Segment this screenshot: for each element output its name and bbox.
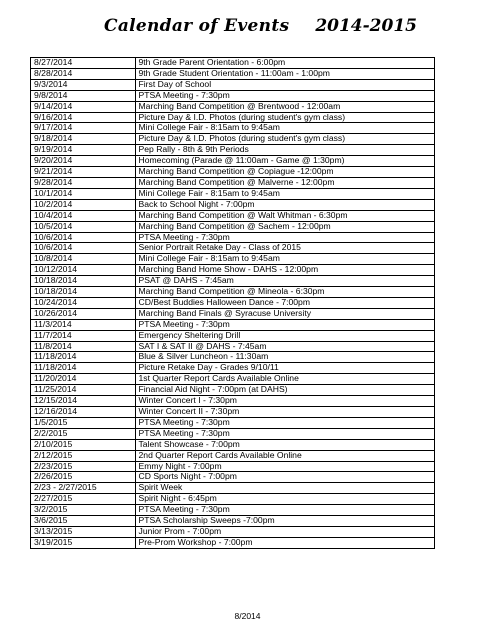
event-date-cell: 10/8/2014 <box>31 254 136 265</box>
event-description-cell: Pre-Prom Workshop - 7:00pm <box>135 537 434 548</box>
table-row <box>31 156 435 167</box>
event-date-cell: 9/14/2014 <box>31 101 136 112</box>
event-date-cell: 11/7/2014 <box>31 330 136 341</box>
event-date-cell: 10/6/2014 <box>31 232 136 243</box>
event-date-cell: 12/16/2014 <box>31 407 136 418</box>
event-description-cell: Marching Band Competition @ Malverne - 12:00pm <box>135 177 434 188</box>
table-row <box>31 450 435 461</box>
event-date-cell: 2/26/2015 <box>31 472 136 483</box>
event-date-cell: 2/27/2015 <box>31 494 136 505</box>
event-date-cell: 10/12/2014 <box>31 265 136 276</box>
event-description-cell: Marching Band Competition @ Walt Whitman - 6:30pm <box>135 210 434 221</box>
page-footer: 8/2014 <box>234 611 261 621</box>
event-date-cell: 10/26/2014 <box>31 308 136 319</box>
table-row <box>31 352 435 363</box>
event-date-cell: 9/3/2014 <box>31 79 136 90</box>
event-description-cell: Spirit Night - 6:45pm <box>135 494 434 505</box>
table-row <box>31 494 435 505</box>
event-date-cell: 9/19/2014 <box>31 145 136 156</box>
table-row <box>31 265 435 276</box>
table-row <box>31 319 435 330</box>
event-date-cell: 11/3/2014 <box>31 319 136 330</box>
event-description-cell: Emmy Night - 7:00pm <box>135 461 434 472</box>
event-description-cell: First Day of School <box>135 79 434 90</box>
event-date-cell: 10/4/2014 <box>31 210 136 221</box>
event-date-cell: 1/5/2015 <box>31 417 136 428</box>
event-date-cell: 11/25/2014 <box>31 385 136 396</box>
event-description-cell: Marching Band Finals @ Syracuse University <box>135 308 434 319</box>
events-table <box>30 57 435 549</box>
table-row <box>31 243 435 254</box>
event-date-cell: 11/18/2014 <box>31 363 136 374</box>
table-row <box>31 177 435 188</box>
event-description-cell: Marching Band Competition @ Sachem - 12:00pm <box>135 221 434 232</box>
event-date-cell: 9/20/2014 <box>31 156 136 167</box>
event-description-cell: Winter Concert I - 7:30pm <box>135 396 434 407</box>
table-row <box>31 439 435 450</box>
event-date-cell: 3/6/2015 <box>31 516 136 527</box>
event-description-cell: 1st Quarter Report Cards Available Online <box>135 374 434 385</box>
event-date-cell: 11/20/2014 <box>31 374 136 385</box>
event-description-cell: Picture Day & I.D. Photos (during student's gym class) <box>135 134 434 145</box>
event-date-cell: 2/10/2015 <box>31 439 136 450</box>
event-date-cell: 10/6/2014 <box>31 243 136 254</box>
event-date-cell: 10/18/2014 <box>31 287 136 298</box>
event-date-cell: 10/5/2014 <box>31 221 136 232</box>
event-description-cell: Senior Portrait Retake Day - Class of 2015 <box>135 243 434 254</box>
table-row <box>31 341 435 352</box>
event-description-cell: Marching Band Home Show - DAHS - 12:00pm <box>135 265 434 276</box>
event-description-cell: Pep Rally - 8th & 9th Periods <box>135 145 434 156</box>
table-row <box>31 134 435 145</box>
event-description-cell: SAT I & SAT II @ DAHS - 7:45am <box>135 341 434 352</box>
event-date-cell: 3/13/2015 <box>31 526 136 537</box>
event-date-cell: 8/27/2014 <box>31 58 136 69</box>
event-description-cell: Talent Showcase - 7:00pm <box>135 439 434 450</box>
event-date-cell: 12/15/2014 <box>31 396 136 407</box>
table-row <box>31 276 435 287</box>
table-row <box>31 232 435 243</box>
event-description-cell: PTSA Meeting - 7:30pm <box>135 428 434 439</box>
event-description-cell: Junior Prom - 7:00pm <box>135 526 434 537</box>
table-row <box>31 472 435 483</box>
event-date-cell: 9/28/2014 <box>31 177 136 188</box>
event-description-cell: Picture Day & I.D. Photos (during student's gym class) <box>135 112 434 123</box>
table-row <box>31 461 435 472</box>
event-description-cell: Homecoming (Parade @ 11:00am - Game @ 1:30pm) <box>135 156 434 167</box>
table-row <box>31 210 435 221</box>
event-description-cell: PTSA Meeting - 7:30pm <box>135 232 434 243</box>
table-row <box>31 363 435 374</box>
table-row <box>31 167 435 178</box>
table-row <box>31 537 435 548</box>
event-description-cell: PTSA Meeting - 7:30pm <box>135 417 434 428</box>
event-description-cell: PTSA Meeting - 7:30pm <box>135 505 434 516</box>
event-date-cell: 9/16/2014 <box>31 112 136 123</box>
table-row <box>31 145 435 156</box>
table-row <box>31 221 435 232</box>
event-date-cell: 2/2/2015 <box>31 428 136 439</box>
table-row <box>31 112 435 123</box>
event-description-cell: Mini College Fair - 8:15am to 9:45am <box>135 254 434 265</box>
table-row <box>31 90 435 101</box>
table-row <box>31 526 435 537</box>
event-date-cell: 10/24/2014 <box>31 297 136 308</box>
table-row <box>31 79 435 90</box>
event-date-cell: 8/28/2014 <box>31 68 136 79</box>
table-row <box>31 330 435 341</box>
event-description-cell: 9th Grade Parent Orientation - 6:00pm <box>135 58 434 69</box>
table-row <box>31 396 435 407</box>
event-description-cell: Marching Band Competition @ Brentwood - 12:00am <box>135 101 434 112</box>
table-row <box>31 308 435 319</box>
event-date-cell: 9/8/2014 <box>31 90 136 101</box>
table-row <box>31 417 435 428</box>
event-description-cell: Picture Retake Day - Grades 9/10/11 <box>135 363 434 374</box>
event-description-cell: Back to School Night - 7:00pm <box>135 199 434 210</box>
event-description-cell: Mini College Fair - 8:15am to 9:45am <box>135 188 434 199</box>
table-row <box>31 483 435 494</box>
event-description-cell: PTSA Meeting - 7:30pm <box>135 319 434 330</box>
event-description-cell: Emergency Sheltering Drill <box>135 330 434 341</box>
table-row <box>31 58 435 69</box>
table-row <box>31 199 435 210</box>
event-date-cell: 10/2/2014 <box>31 199 136 210</box>
table-row <box>31 101 435 112</box>
page-header <box>0 16 495 46</box>
event-description-cell: Spirit Week <box>135 483 434 494</box>
table-row <box>31 297 435 308</box>
events-table-body <box>31 58 435 549</box>
table-row <box>31 407 435 418</box>
table-row <box>31 287 435 298</box>
event-description-cell: CD/Best Buddies Halloween Dance - 7:00pm <box>135 297 434 308</box>
event-description-cell: Marching Band Competition @ Mineola - 6:30pm <box>135 287 434 298</box>
event-date-cell: 2/23/2015 <box>31 461 136 472</box>
event-date-cell: 9/18/2014 <box>31 134 136 145</box>
event-description-cell: CD Sports Night - 7:00pm <box>135 472 434 483</box>
page-title: Calendar of Events <box>104 16 290 36</box>
table-row <box>31 428 435 439</box>
event-date-cell: 9/21/2014 <box>31 167 136 178</box>
event-description-cell: Blue & Silver Luncheon - 11:30am <box>135 352 434 363</box>
school-year: 2014-2015 <box>315 16 417 36</box>
event-description-cell: PTSA Scholarship Sweeps -7:00pm <box>135 516 434 527</box>
event-description-cell: 9th Grade Student Orientation - 11:00am - 1:00pm <box>135 68 434 79</box>
event-description-cell: Marching Band Competition @ Copiague -12:00pm <box>135 167 434 178</box>
event-description-cell: Mini College Fair - 8:15am to 9:45am <box>135 123 434 134</box>
event-date-cell: 10/1/2014 <box>31 188 136 199</box>
event-description-cell: 2nd Quarter Report Cards Available Online <box>135 450 434 461</box>
table-row <box>31 516 435 527</box>
table-row <box>31 68 435 79</box>
event-date-cell: 9/17/2014 <box>31 123 136 134</box>
event-date-cell: 11/18/2014 <box>31 352 136 363</box>
table-row <box>31 123 435 134</box>
table-row <box>31 385 435 396</box>
event-date-cell: 10/18/2014 <box>31 276 136 287</box>
event-date-cell: 11/8/2014 <box>31 341 136 352</box>
table-row <box>31 374 435 385</box>
event-description-cell: Winter Concert II - 7:30pm <box>135 407 434 418</box>
table-row <box>31 505 435 516</box>
event-description-cell: PSAT @ DAHS - 7:45am <box>135 276 434 287</box>
table-row <box>31 188 435 199</box>
event-date-cell: 2/12/2015 <box>31 450 136 461</box>
event-date-cell: 3/19/2015 <box>31 537 136 548</box>
event-description-cell: Financial Aid Night - 7:00pm (at DAHS) <box>135 385 434 396</box>
event-description-cell: PTSA Meeting - 7:30pm <box>135 90 434 101</box>
table-row <box>31 254 435 265</box>
event-date-cell: 2/23 - 2/27/2015 <box>31 483 136 494</box>
event-date-cell: 3/2/2015 <box>31 505 136 516</box>
